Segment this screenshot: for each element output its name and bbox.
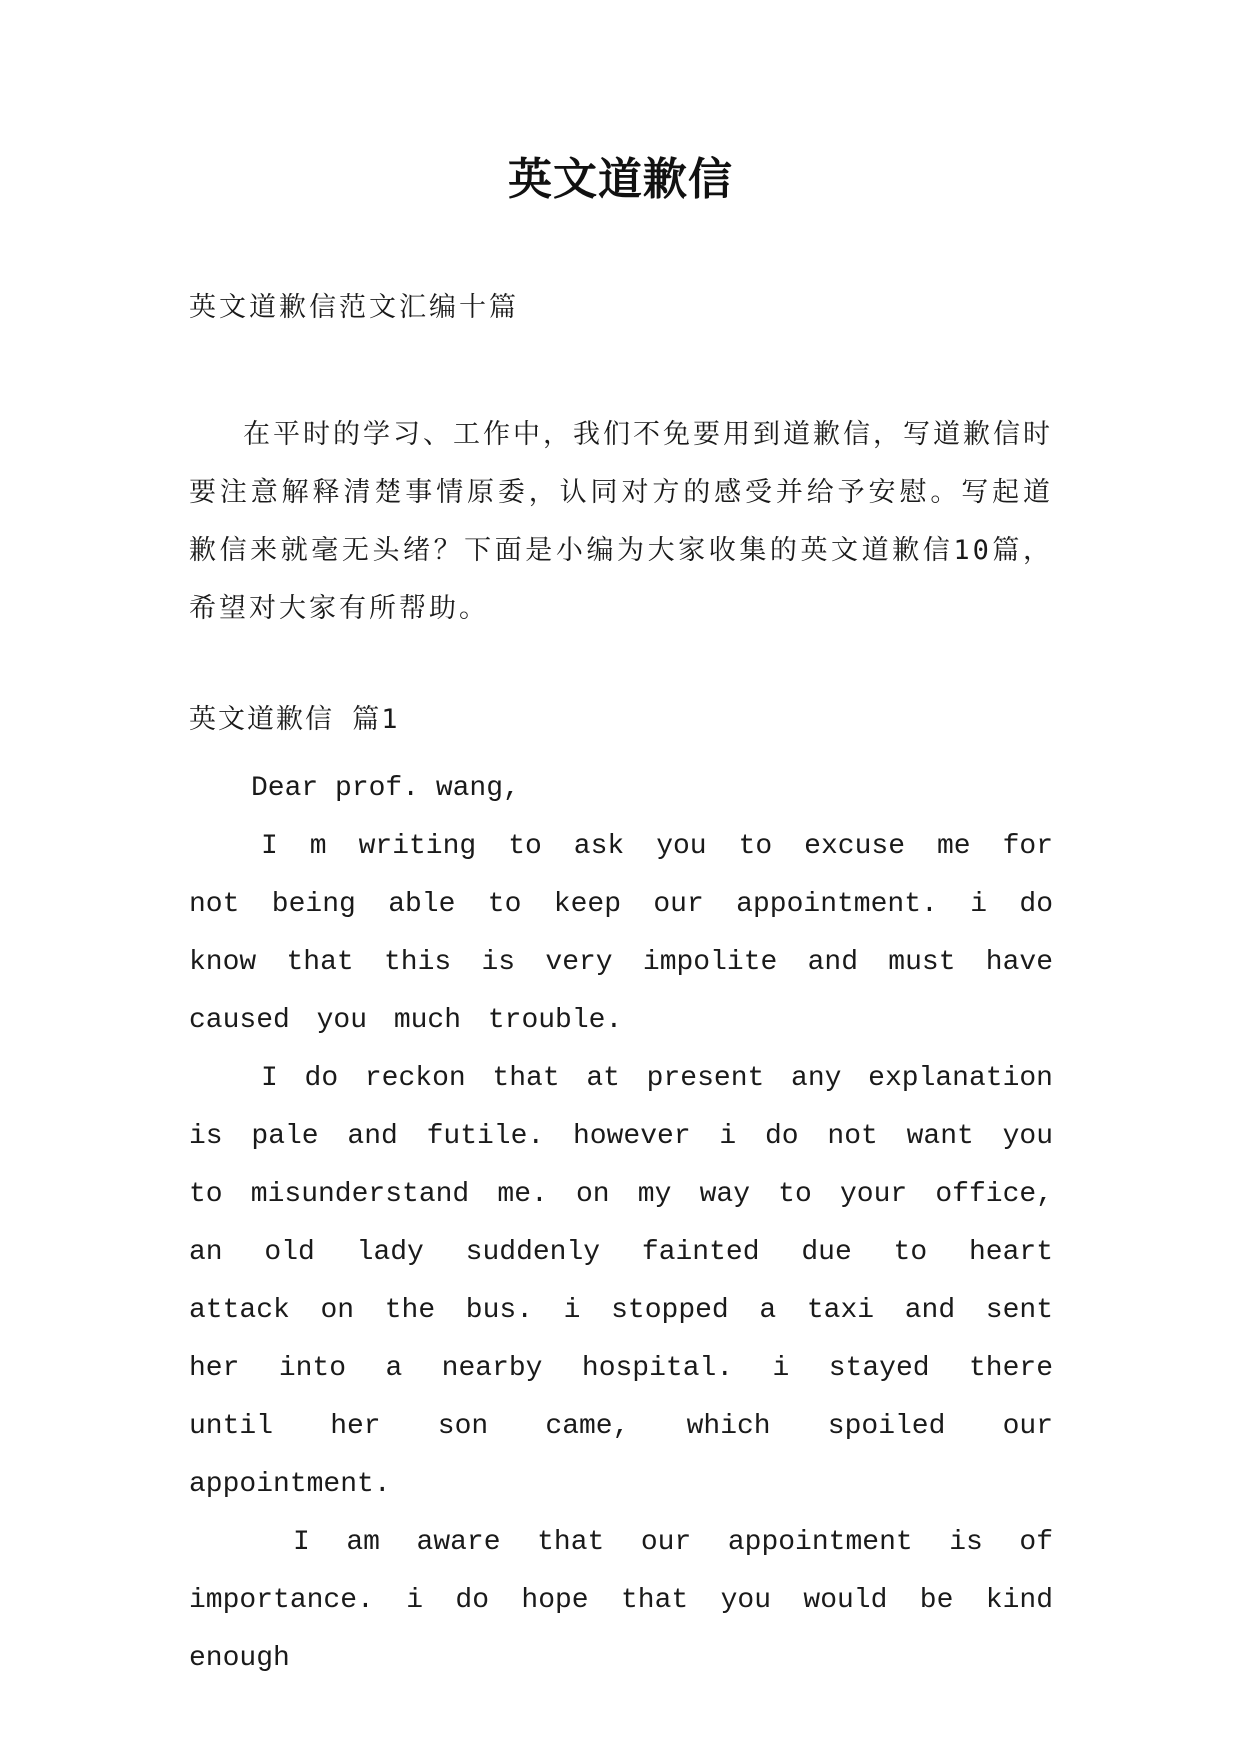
letter-body	[189, 760, 1053, 1688]
section-heading: 英文道歉信 篇1	[189, 704, 400, 735]
letter-paragraph: I m writing to ask you to excuse me for not being able to keep our appointment. i do know that this is very impolite and must have caused you much trouble.	[189, 831, 1053, 1036]
document-subtitle: 英文道歉信范文汇编十篇	[189, 292, 519, 323]
letter-greeting: Dear prof. wang,	[251, 773, 520, 804]
intro-paragraph: 在平时的学习、工作中，我们不免要用到道歉信，写道歉信时要注意解释清楚事情原委，认同对方的感受并给予安慰。写起道歉信来就毫无头绪？下面是小编为大家收集的英文道歉信10篇，希望对大家有所帮助。	[189, 419, 1053, 624]
document-title: 英文道歉信	[508, 154, 733, 205]
letter-paragraph: I am aware that our appointment is of importance. i do hope that you would be kind enough	[189, 1527, 1053, 1674]
letter-paragraph: I do reckon that at present any explanation is pale and futile. however i do not want you to misunderstand me. on my way to your office, an old lady suddenly fainted due to heart attack on the bus. i stopped a taxi and sent her into a nearby hospital. i stayed there until her son came, which spoiled our appointment.	[189, 1063, 1053, 1500]
